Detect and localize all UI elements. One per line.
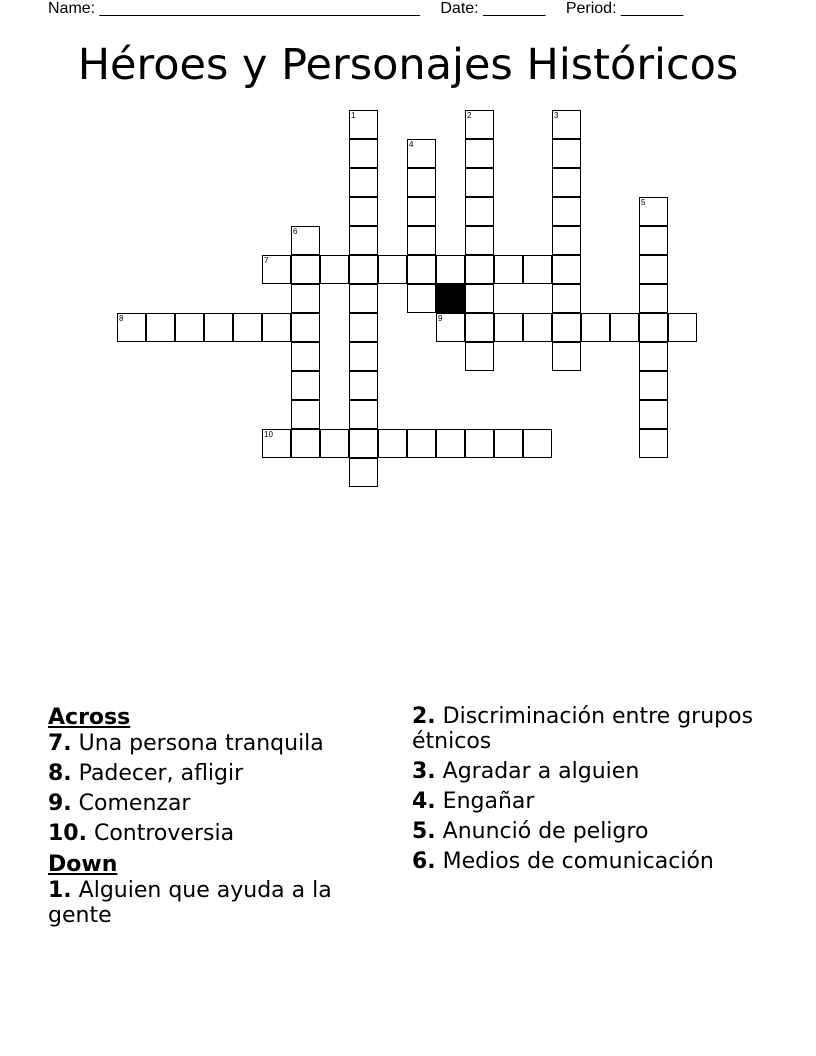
grid-cell[interactable] [349,371,378,400]
clue-number: 5. [412,819,436,844]
grid-cell[interactable] [291,313,320,342]
down-clue-4 [412,789,772,814]
grid-cell[interactable] [639,197,668,226]
grid-cell[interactable] [349,226,378,255]
grid-cell[interactable] [436,429,465,458]
clue-text: Padecer, afligir [71,761,244,786]
grid-cell[interactable] [407,429,436,458]
grid-cell[interactable] [291,371,320,400]
grid-cell[interactable] [407,197,436,226]
grid-cell[interactable] [349,110,378,139]
across-clue-9 [48,791,383,816]
down-heading: Down [48,852,118,877]
grid-cell[interactable] [552,168,581,197]
across-clue-7 [48,731,383,756]
down-clue-6 [412,849,772,874]
grid-cell[interactable] [639,313,668,342]
grid-cell[interactable] [465,110,494,139]
grid-number: 9 [438,314,443,323]
grid-cell[interactable] [639,371,668,400]
grid-number: 10 [264,430,273,439]
clue-text: Agradar a alguien [435,759,640,784]
grid-cell[interactable] [262,255,291,284]
grid-cell[interactable] [349,197,378,226]
grid-cell[interactable] [523,313,552,342]
grid-number: 8 [119,314,124,323]
grid-cell[interactable] [552,313,581,342]
clue-text: Engañar [435,789,535,814]
grid-cell[interactable] [436,313,465,342]
grid-cell[interactable] [407,168,436,197]
grid-cell[interactable] [146,313,175,342]
crossword-grid [0,0,816,500]
grid-cell[interactable] [465,226,494,255]
shaded-cell [436,284,465,313]
grid-cell[interactable] [639,226,668,255]
clue-text: Alguien que ayuda a la gente [48,878,332,928]
grid-cell[interactable] [233,313,262,342]
clue-number: 1. [48,878,72,903]
grid-cell[interactable] [349,168,378,197]
clue-number: 8. [48,761,72,786]
clue-text: Una persona tranquila [71,731,324,756]
clue-text: Comenzar [71,791,191,816]
grid-cell[interactable] [349,429,378,458]
clue-number: 9. [48,791,72,816]
clue-number: 7. [48,731,72,756]
clue-number: 4. [412,789,436,814]
date-field: Date: _______ [440,0,546,17]
grid-cell[interactable] [204,313,233,342]
grid-cell[interactable] [465,313,494,342]
grid-cell[interactable] [639,400,668,429]
grid-cell[interactable] [407,226,436,255]
grid-cell[interactable] [581,313,610,342]
grid-cell[interactable] [639,429,668,458]
grid-cell[interactable] [465,197,494,226]
grid-cell[interactable] [407,139,436,168]
grid-cell[interactable] [523,255,552,284]
grid-cell[interactable] [291,284,320,313]
grid-cell[interactable] [349,458,378,487]
grid-cell[interactable] [465,429,494,458]
across-clue-10 [48,821,383,846]
grid-cell[interactable] [378,429,407,458]
grid-cell[interactable] [291,400,320,429]
grid-cell[interactable] [407,284,436,313]
grid-cell[interactable] [494,255,523,284]
down-clue-1 [48,878,383,928]
grid-cell[interactable] [262,313,291,342]
name-field: Name: ____________________________________ [48,0,420,17]
page-title: Héroes y Personajes Históricos [77,40,739,90]
grid-cell[interactable] [465,168,494,197]
grid-cell[interactable] [349,284,378,313]
grid-cell[interactable] [436,255,465,284]
grid-cell[interactable] [465,139,494,168]
across-clue-8 [48,761,383,786]
grid-cell[interactable] [291,255,320,284]
grid-cell[interactable] [639,255,668,284]
clue-number: 10. [48,821,87,846]
grid-cell[interactable] [552,110,581,139]
grid-cell[interactable] [320,429,349,458]
grid-cell[interactable] [349,400,378,429]
clues-right-column [412,704,772,879]
grid-number: 1 [351,111,356,120]
grid-number: 4 [409,140,414,149]
grid-cell[interactable] [552,139,581,168]
grid-number: 7 [264,256,269,265]
grid-cell[interactable] [349,342,378,371]
clue-number: 6. [412,849,436,874]
grid-cell[interactable] [465,284,494,313]
grid-cell[interactable] [349,313,378,342]
across-heading: Across [48,705,131,730]
grid-number: 5 [641,198,646,207]
grid-cell[interactable] [320,255,349,284]
clues-left-column [48,704,383,933]
grid-cell[interactable] [349,139,378,168]
clue-text: Anunció de peligro [435,819,649,844]
grid-cell[interactable] [639,284,668,313]
grid-cell[interactable] [610,313,639,342]
grid-cell[interactable] [291,342,320,371]
grid-cell[interactable] [494,313,523,342]
grid-cell[interactable] [639,342,668,371]
grid-number: 2 [467,111,472,120]
grid-cell[interactable] [407,255,436,284]
clue-text: Medios de comunicación [435,849,714,874]
down-clue-3 [412,759,772,784]
grid-cell[interactable] [291,226,320,255]
grid-cell[interactable] [494,429,523,458]
grid-cell[interactable] [465,255,494,284]
clue-text: Discriminación entre grupos étnicos [412,704,754,754]
grid-cell[interactable] [668,313,697,342]
grid-cell[interactable] [378,255,407,284]
grid-cell[interactable] [291,429,320,458]
grid-cell[interactable] [552,197,581,226]
grid-cell[interactable] [465,342,494,371]
down-clue-2 [412,704,772,754]
down-clue-5 [412,819,772,844]
grid-number: 3 [554,111,559,120]
clue-number: 2. [412,704,436,729]
grid-cell[interactable] [552,255,581,284]
grid-cell[interactable] [523,429,552,458]
grid-cell[interactable] [262,429,291,458]
grid-number: 6 [293,227,298,236]
grid-cell[interactable] [117,313,146,342]
grid-cell[interactable] [175,313,204,342]
grid-cell[interactable] [552,284,581,313]
clue-number: 3. [412,759,436,784]
period-field: Period: _______ [565,0,684,17]
grid-cell[interactable] [349,255,378,284]
grid-cell[interactable] [552,226,581,255]
grid-cell[interactable] [552,342,581,371]
clue-text: Controversia [86,821,235,846]
